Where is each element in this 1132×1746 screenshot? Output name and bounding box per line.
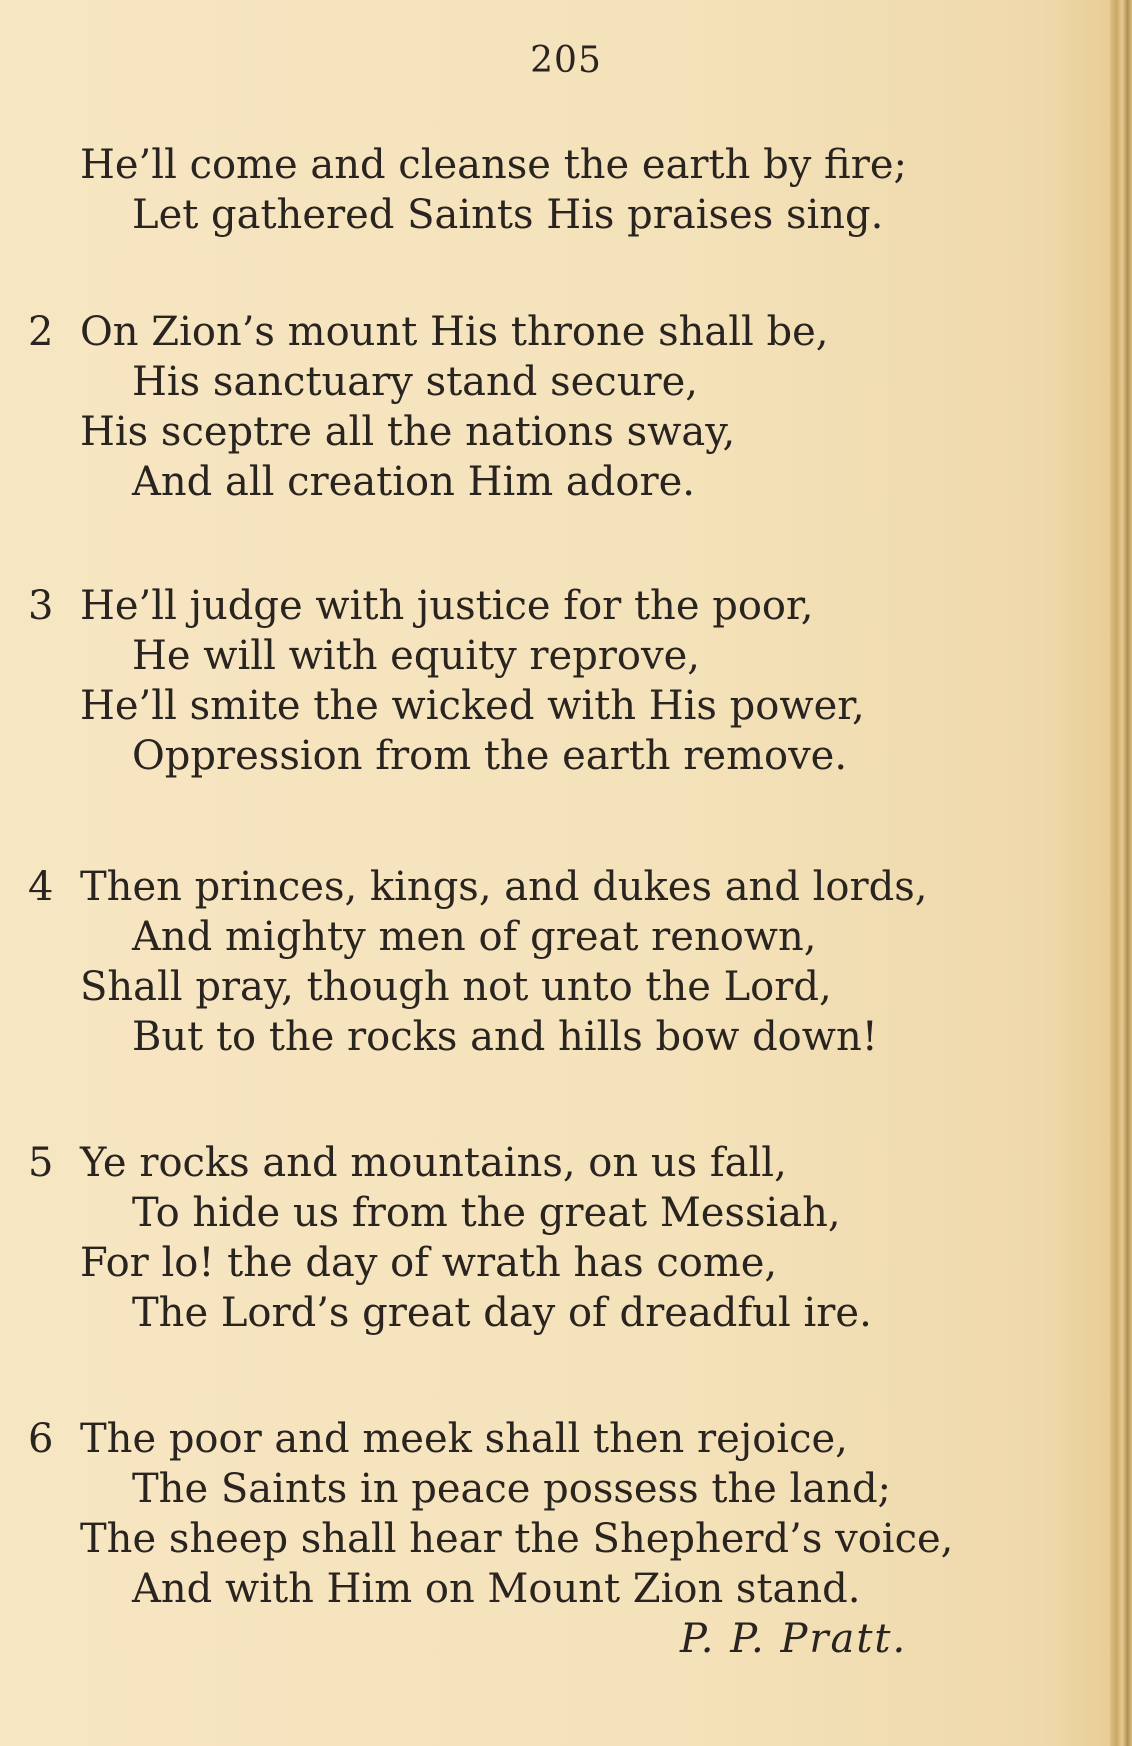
verse-number: 4: [28, 864, 54, 910]
hymn-line: The Saints in peace possess the land;: [132, 1466, 892, 1512]
hymn-line: And all creation Him adore.: [132, 459, 695, 505]
hymn-line: Shall pray, though not unto the Lord,: [80, 964, 832, 1010]
hymn-line: For lo! the day of wrath has come,: [80, 1240, 778, 1286]
book-spine-edge: [1110, 0, 1132, 1746]
hymn-line: His sanctuary stand secure,: [132, 359, 698, 405]
hymn-line: On Zion’s mount His throne shall be,: [80, 309, 829, 355]
verse-number: 5: [28, 1140, 54, 1186]
verse-number: 3: [28, 583, 54, 629]
hymn-line: And with Him on Mount Zion stand.: [132, 1566, 861, 1612]
hymn-line: Let gathered Saints His praises sing.: [132, 192, 884, 238]
hymn-line: To hide us from the great Messiah,: [132, 1190, 841, 1236]
author-attribution: P. P. Pratt.: [680, 1616, 908, 1662]
verse-number: 6: [28, 1416, 54, 1462]
hymn-line: He’ll judge with justice for the poor,: [80, 583, 814, 629]
hymn-line: The poor and meek shall then rejoice,: [80, 1416, 848, 1462]
hymn-line: The sheep shall hear the Shepherd’s voice,: [80, 1516, 954, 1562]
page-number: 205: [530, 40, 602, 81]
hymn-line: But to the rocks and hills bow down!: [132, 1014, 878, 1060]
hymn-line: He’ll come and cleanse the earth by fire;: [80, 142, 907, 188]
hymn-line: The Lord’s great day of dreadful ire.: [132, 1290, 872, 1336]
hymn-line: And mighty men of great renown,: [132, 914, 817, 960]
hymn-line: He’ll smite the wicked with His power,: [80, 683, 865, 729]
hymn-line: He will with equity reprove,: [132, 633, 700, 679]
hymn-line: His sceptre all the nations sway,: [80, 409, 736, 455]
hymn-line: Then princes, kings, and dukes and lords,: [80, 864, 928, 910]
hymn-line: Oppression from the earth remove.: [132, 733, 848, 779]
hymn-line: Ye rocks and mountains, on us fall,: [80, 1140, 787, 1186]
verse-number: 2: [28, 309, 54, 355]
